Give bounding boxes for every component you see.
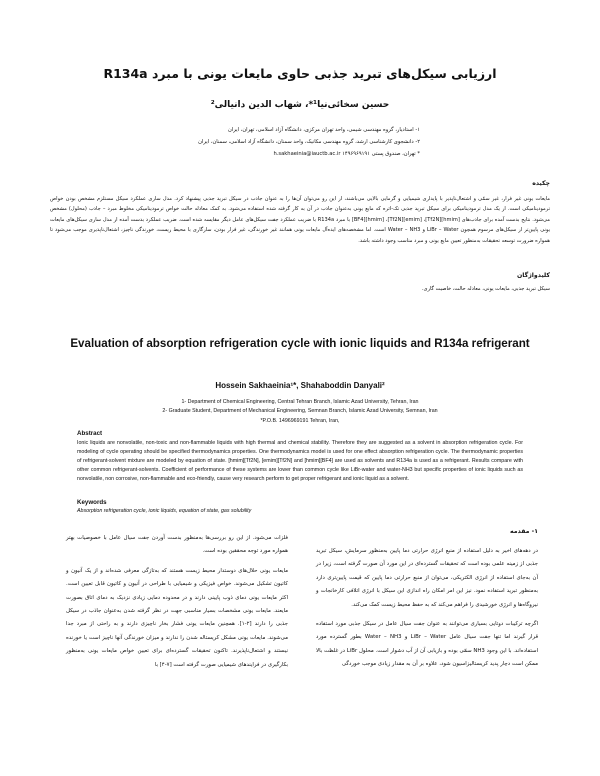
left-column: [66, 532, 288, 678]
english-abstract-heading: Abstract: [77, 430, 103, 437]
english-keywords-heading: Keywords: [77, 499, 107, 506]
left-paragraph-1: فلزات می‌شود. از این رو بررسی‌ها به‌منظور بدست آوردن جفت سیال عامل با خصوصیات بهتر همواره مورد توجه محققین بوده است.: [66, 535, 288, 555]
intro-paragraph-1: در دهه‌های اخیر به دلیل استفاده از منبع انرژی حرارتی دما پایین به‌منظور سرمایش، سیکل تبرید جذبی از زمینه علمی بوده است که تحقیقات گسترده‌ای در این مورد آن صورت گرفته است، زیرا در آن به‌جای استفاده از انرژی الکتریکی، می‌توان از منبع حرارتی دما پایین که قیمت پایین‌تری دارد به‌منظور تبرید استفاده نمود. نیز این امر امکان راه اندازی این سیکل با انرژی اتلافی کارخانجات و نیروگاه‌ها و انرژی خورشیدی را فراهم می‌کند که به حفظ محیط زیست کمک می‌کند.: [316, 548, 538, 608]
english-title: Evaluation of absorption refrigeration cycle with ionic liquids and R134a refrigerant: [70, 337, 530, 350]
english-abstract: Ionic liquids are nonvolatile, non-toxic and non-flammable liquids with high thermal and chemical stability. Therefore they are suggested as a solvent in absorption refrigeration cycle. For modeling of cycle operating should be specified thermodynamics properties. One thermodynamics model is used for one effect absorption refrigeration cycle. The thermodynamic properties of refrigerant-solvent mixture are modeled by equation of state. [hmim][Tf2N], [emim][Tf2N] and [hmim][BF4] are used as solvents and R134a is used as a refrigerant. Results compare with other common refrigerant-solvents. Coefficient of performance of these systems are lower than common cycle like LiBr-water and water-NH3 but specific properties of ionic liquids such as nonvolatile, non corrosive, non-flammable and eco-friendly, cause very research perform to get proper refrigerant and ionic liquid as a solvent.: [77, 440, 523, 482]
english-keywords: Absorption refrigeration cycle, ionic liquids, equation of state, gas solubility: [77, 508, 252, 514]
persian-affiliation-1: ۱- استادیار، گروه مهندسی شیمی، واحد تهران مرکزی، دانشگاه آزاد اسلامی، تهران، ایران: [228, 127, 420, 133]
intro-paragraph-2: اگرچه ترکیبات دوتایی بسیاری می‌توانند به عنوان جفت سیال عامل در سیکل جذبی مورد استفاده قرار گیرند اما تنها جفت سیال عامل LiBr – Water و Water – NH3 بطور گسترده مورد استفاده‌اند. با این وجود NH3 سمّی بوده و بازیابی آن از آب دشوار است. محلول LiBr در غلظت بالا ممکن است دچار پدید کریستالیزاسیون شود، علاوه بر آن به مقدار زیادی موجب خوردگی: [316, 621, 539, 668]
persian-keywords-heading: کلیدواژگان: [517, 272, 550, 279]
left-paragraph-2: مایعات یونی حلال‌های دوستدار محیط زیست هستند که به‌تازگی معرفی شده‌اند و از یک آنیون و کاتیون تشکیل می‌شوند. خواص فیزیکی و شیمیایی با طراحی در آنیون و کاتیون قابل تعیین است. اکثر مایعات یونی دمای ذوب پایینی دارند و در محدوده دمایی زیادی نزدیک به دمای اتاق بصورت مایعند. مایعات یونی مشخصات بسیار مناسبی جهت در نظر گرفته شدن به‌عنوان جاذب در سیکل جذبی را دارند [۲-۱]. همچنین مایعات یونی فشار بخار ناچیزی دارند و به راحتی از مبرد جدا می‌شوند. مایعات یونی مشکل کریستاله شدن را ندارند و میزان خورندگی آنها ناچیز است یا خورنده نیستند و اشتعال‌ناپذیرند. تاکنون تحقیقات گسترده‌ای برای تعیین خواص مایعات یونی به‌منظور بکارگیری در فرایندهای شیمیایی صورت گرفته است [۷-۴] با: [66, 567, 288, 668]
english-affiliations: [60, 398, 540, 426]
persian-affiliations: [60, 124, 420, 160]
english-affiliation-2: 2- Graduate Student, Department of Mechanical Engineering, Semnan Branch, Islamic Azad University, Semnan, Iran: [162, 408, 438, 415]
english-authors: Hossein Sakhaeinia¹*, Shahaboddin Danyali²: [215, 381, 385, 390]
persian-keywords: سیکل تبرید جذبی، مایعات یونی، معادله حالت، خاصیت گازی.: [421, 286, 550, 292]
persian-abstract: مایعات یونی غیر فرار، غیر سمّی و اشتعال‌ناپذیر با پایداری شیمیایی و گرمایی بالایی می‌باشند، از این رو می‌توان آن‌ها را به عنوان جاذب در سیکل تبرید جذبی پیشنهاد کرد. مدل سازی عملکرد سیکل مستلزم مشخص بودن خواص ترمودینامیکی است. از یک مدل ترمودینامیکی برای سیکل تبرید جذبی تک-اثره که مایع یونی به‌عنوان جاذب در آن به کار گرفته شده استفاده می‌شود. به کمک معادله حالت خواص ترمودینامیکی مخلوط مبرد – جاذب (محلول) مشخص می‌شود. نتایج بدست آمده برای جاذب‌های [hmim][Tf2N]، [emim][Tf2N]، [hmim][BF4] با مبرد R134a با ضریب عملکرد جفت سیکل‌های عامل دیگر مقایسه شده است. ضریب عملکرد بدست آمده از مدل سازی سیکل‌های مایعات یونی پایین‌تر از سیکل‌های مرسوم همچون LiBr – Water و Water – NH3 است. اما مشخصه‌های ایده‌آل مایعات یونی همانند غیر خورندگی، غیر فرار بودن، سازگاری با محیط زیست، خورندگی ناچیز، اشتعال‌ناپذیری موجب می‌شود تا همواره ضرورت توسعه تحقیقات به‌منظور تعیین مایع یونی و مبرد مناسب وجود داشته باشد.: [50, 196, 550, 244]
introduction-heading: ۱- مقدمه: [510, 528, 538, 535]
right-column: [316, 545, 538, 678]
english-affiliation-1: 1- Department of Chemical Engineering, Central Tehran Branch, Islamic Azad University, Tehran, Iran: [181, 399, 419, 405]
persian-affiliation-3: * تهران، صندوق پستی ۱۴۹۶۹۶۹۱۹۱ h.sakhaeinia@iauctb.ac.ir: [273, 151, 420, 157]
persian-authors: حسین سخائی‌نیا¹*، شهاب الدین دانیالی²: [210, 100, 390, 110]
english-affiliation-3: *P.O.B. 1496969191 Tehran, Iran,: [260, 417, 340, 424]
persian-affiliation-2: ۲- دانشجوی کارشناسی ارشد، گروه مهندسی مکانیک، واحد سمنان، دانشگاه آزاد اسلامی، سمنان، ایران: [198, 139, 420, 145]
persian-title: ارزیابی سیکل‌های تبرید جذبی حاوی مایعات یونی با مبرد R134a: [103, 66, 497, 81]
persian-abstract-heading: چکیده: [532, 180, 550, 187]
